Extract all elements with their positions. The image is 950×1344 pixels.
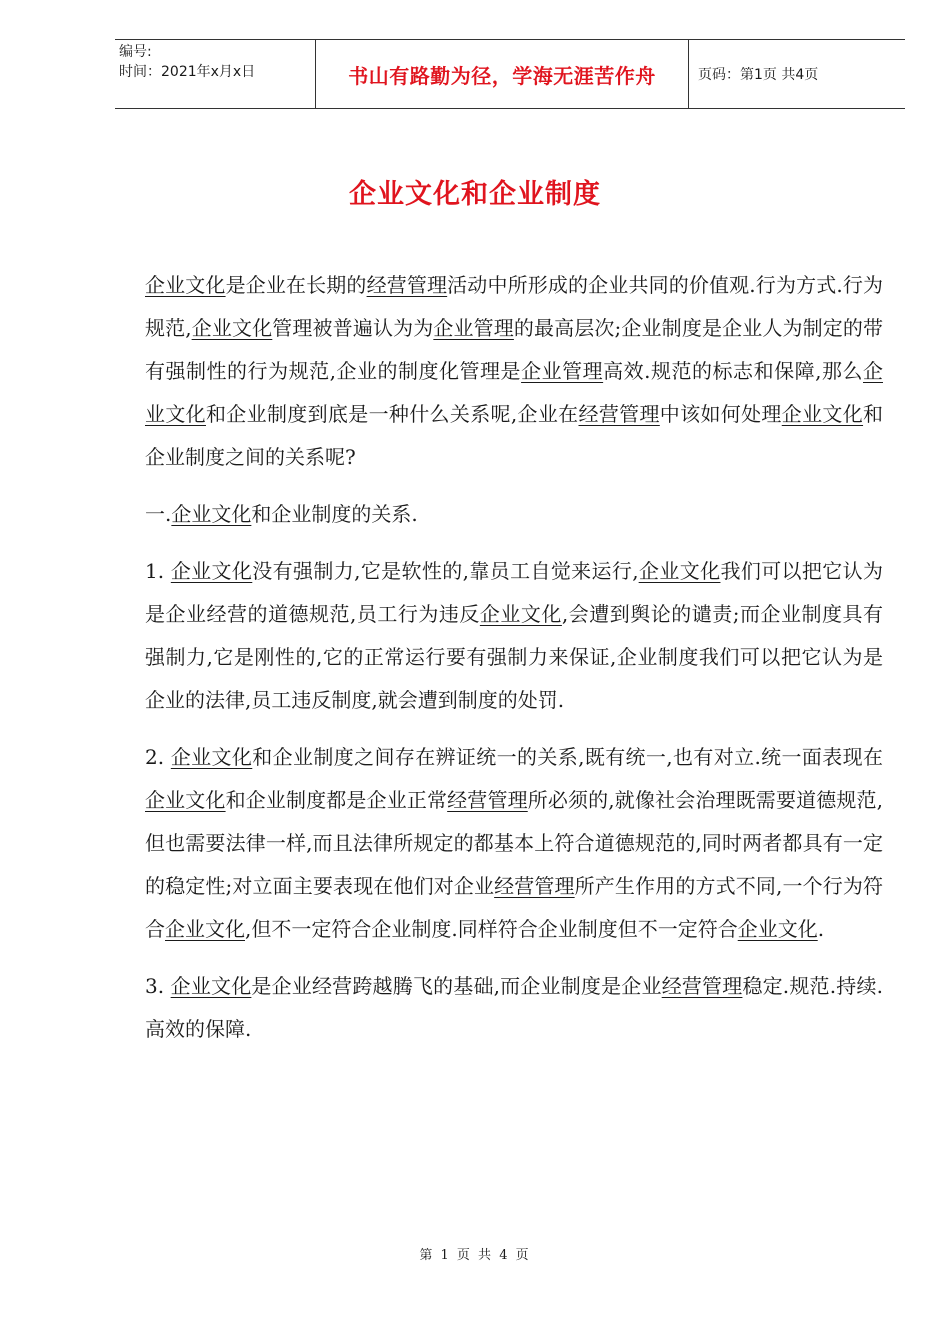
paragraph-text: 管理被普遍认为为	[272, 316, 434, 340]
underlined-term: 企业文化	[171, 502, 252, 526]
underlined-term: 企业管理	[521, 359, 604, 383]
paragraph-text: 稳定.规范.持续.高效的保障.	[145, 974, 884, 1041]
underlined-term: 经营管理	[578, 402, 660, 426]
body-paragraph	[145, 264, 883, 479]
underlined-term: 经营管理	[661, 974, 743, 998]
paragraph-text: 3.	[145, 974, 171, 998]
header-meta-cell	[115, 40, 316, 108]
header-motto: 书山有路勤为径，学海无涯苦作舟	[316, 40, 689, 108]
underlined-term: 企业文化	[145, 359, 883, 426]
paragraph-text: 一.	[145, 502, 172, 526]
underlined-term: 企业文化	[170, 745, 253, 769]
paragraph-text: 没有强制力,它是软性的,靠员工自觉来运行,	[252, 559, 639, 583]
header-table	[115, 39, 905, 109]
underlined-term: 企业文化	[170, 974, 252, 998]
underlined-term: 企业文化	[165, 917, 245, 941]
paragraph-text: 和企业制度都是企业正常	[225, 788, 448, 812]
paragraph-text: 是企业经营跨越腾飞的基础,而企业制度是企业	[251, 974, 662, 998]
paragraph-text: 2.	[145, 745, 171, 769]
paragraph-text: 高效.规范的标志和保障,那么	[603, 359, 863, 383]
paragraph-text: 1.	[145, 559, 171, 583]
document-time-label: 时间：2021年x月x日	[119, 64, 256, 80]
header-page-label: 页码：第1页 共4页	[698, 67, 819, 83]
paragraph-text: 中该如何处理	[659, 402, 782, 426]
paragraph-text: 和企业制度之间的关系呢?	[145, 402, 884, 469]
underlined-term: 经营管理	[366, 273, 448, 297]
page-footer: 第 1 页 共 4 页	[419, 1248, 531, 1263]
underlined-term: 企业文化	[170, 559, 253, 583]
paragraph-text: 活动中所形成的企业共同的价值观.行为方式.行为规范,	[145, 273, 884, 340]
underlined-term: 企业文化	[145, 273, 226, 297]
body-paragraph	[145, 493, 883, 536]
paragraph-text: 所必须的,就像社会治理既需要道德规范,但也需要法律一样,而且法律所规定的都基本上符合道德规范的,同时两者都具有一定的稳定性;对立面主要表现在他们对企业	[145, 788, 884, 898]
underlined-term: 企业文化	[479, 602, 562, 626]
paragraph-text: 和企业制度到底是一种什么关系呢,企业在	[205, 402, 579, 426]
underlined-term: 经营管理	[494, 874, 575, 898]
document-body	[145, 264, 883, 1065]
body-paragraph	[145, 736, 883, 951]
paragraph-text: 和企业制度的关系.	[251, 502, 418, 526]
document-title: 企业文化和企业制度	[349, 179, 601, 210]
paragraph-text: 我们可以把它认为是企业经营的道德规范,员工行为违反	[145, 559, 884, 626]
body-paragraph	[145, 550, 883, 722]
paragraph-text: 的最高层次;企业制度是企业人为制定的带有强制性的行为规范,企业的制度化管理是	[145, 316, 884, 383]
underlined-term: 经营管理	[447, 788, 528, 812]
underlined-term: 企业文化	[737, 917, 818, 941]
body-paragraph	[145, 965, 883, 1051]
paragraph-text: 所产生作用的方式不同,一个行为符合	[145, 874, 883, 941]
paragraph-text: ,但不一定符合企业制度.同样符合企业制度但不一定符合	[245, 917, 738, 941]
underlined-term: 企业文化	[145, 788, 226, 812]
paragraph-text: 和企业制度之间存在辨证统一的关系,既有统一,也有对立.统一面表现在	[252, 745, 884, 769]
paragraph-text: 是企业在长期的	[225, 273, 367, 297]
underlined-term: 企业文化	[781, 402, 864, 426]
underlined-term: 企业管理	[433, 316, 514, 340]
underlined-term: 企业文化	[191, 316, 273, 340]
underlined-term: 企业文化	[638, 559, 721, 583]
document-number-label: 编号:	[119, 44, 152, 60]
paragraph-text: .	[817, 917, 825, 941]
paragraph-text: ,会遭到舆论的谴责;而企业制度具有强制力,它是刚性的,它的正常运行要有强制力来保证,企业制度我们可以把它认为是企业的法律,员工违反制度,就会遭到制度的处罚.	[145, 602, 883, 712]
